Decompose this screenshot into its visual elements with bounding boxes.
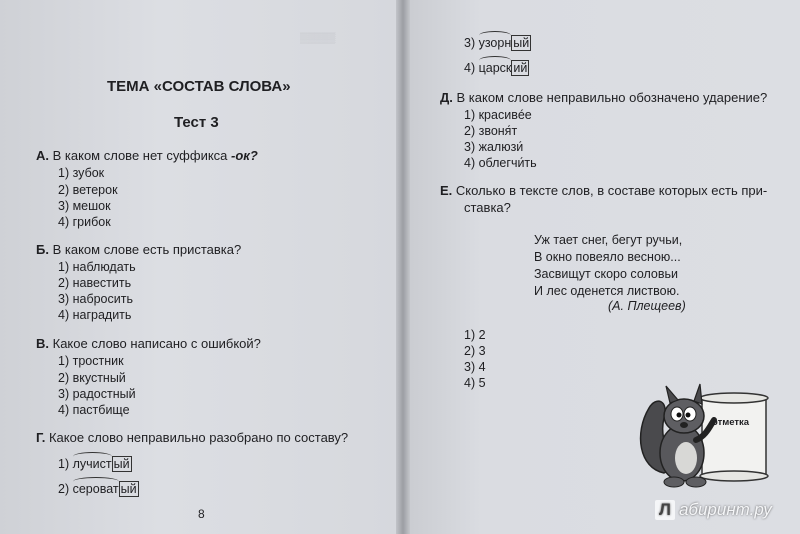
poem-line: В окно повеяло весною... — [534, 250, 681, 264]
root-arc — [479, 31, 512, 40]
poem-author: (А. Плещеев) — [608, 299, 686, 313]
option: 1) наблюдать — [58, 260, 136, 274]
word-stem: царск — [478, 61, 512, 75]
question-text: Какое слово неправильно разобрано по составу? — [48, 430, 349, 445]
question-letter: В. — [36, 336, 49, 351]
morph-option-4 — [464, 60, 529, 76]
word-ending: ий — [513, 61, 528, 75]
question-d — [440, 90, 767, 106]
labirint-logo-icon: Л — [655, 500, 675, 520]
morph-option-2 — [58, 481, 139, 497]
question-letter: Б. — [36, 242, 49, 257]
question-v — [36, 336, 261, 352]
question-letter: Г. — [36, 430, 46, 445]
mark-label: отметка — [712, 417, 750, 428]
word-root — [73, 457, 112, 471]
question-e — [440, 183, 767, 199]
answer-option: 1) 2 — [464, 328, 486, 342]
question-b — [36, 242, 241, 258]
question-letter: А. — [36, 148, 49, 163]
question-text: В каком слове нет суффикса — [52, 148, 232, 163]
option: 1) красивée — [464, 108, 532, 122]
watermark-text: абиринт.ру — [678, 500, 772, 519]
option-number: 4) — [464, 61, 479, 75]
option: 1) зубок — [58, 166, 105, 180]
root-arc — [479, 56, 512, 65]
option: 3) жалюзи́ — [464, 140, 524, 154]
answer-option: 2) 3 — [464, 344, 486, 358]
poem-line: И лес оденется листвою. — [534, 284, 680, 298]
option: 4) пастбище — [58, 403, 130, 417]
word-root — [479, 61, 512, 75]
poem-line: Уж тает снег, бегут ручьи, — [534, 233, 683, 247]
word-ending: ый — [113, 457, 130, 471]
question-letter: Д. — [440, 90, 453, 105]
word-ending: ый — [513, 36, 530, 50]
poem-line: Засвищут скоро соловьи — [534, 267, 679, 281]
question-text: В каком слове неправильно обозначено ударение? — [456, 90, 768, 105]
topic-title: ТЕМА «СОСТАВ СЛОВА» — [107, 78, 291, 95]
option-number: 3) — [464, 36, 479, 50]
bleed-through-text: ▒▒▒▒▒ — [300, 33, 336, 44]
option: 4) наградить — [58, 308, 132, 322]
test-title: Тест 3 — [174, 114, 219, 131]
option: 4) облегчи́ть — [464, 156, 537, 170]
question-g — [36, 430, 348, 446]
watermark — [655, 500, 772, 520]
option: 2) навестить — [58, 276, 132, 290]
option-number: 2) — [58, 482, 73, 496]
scroll-icon — [702, 398, 766, 476]
option-number: 1) — [58, 457, 73, 471]
word-root — [73, 482, 119, 496]
root-arc — [73, 452, 112, 461]
question-a — [36, 148, 258, 164]
word-stem: сероват — [72, 482, 119, 496]
option: 3) мешок — [58, 199, 111, 213]
word-stem: лучист — [72, 457, 112, 471]
option: 2) звоня́т — [464, 124, 518, 138]
option: 2) ветерок — [58, 183, 118, 197]
word-root — [479, 36, 512, 50]
question-suffix: -ок? — [231, 148, 258, 163]
question-text: В каком слове есть приставка? — [52, 242, 242, 257]
option: 1) тростник — [58, 354, 124, 368]
option: 3) радостный — [58, 387, 136, 401]
question-text-cont: ставка? — [464, 200, 511, 215]
morph-option-3 — [464, 35, 531, 51]
question-letter: Е. — [440, 183, 453, 198]
option: 4) грибок — [58, 215, 111, 229]
answer-option: 3) 4 — [464, 360, 486, 374]
root-arc — [73, 477, 119, 486]
morph-option-1 — [58, 456, 132, 472]
word-stem: узорн — [478, 36, 512, 50]
squirrel-illustration — [634, 378, 776, 493]
answer-option: 4) 5 — [464, 376, 486, 390]
option: 2) вкустный — [58, 371, 126, 385]
page-number-left: 8 — [198, 507, 205, 521]
question-text: Какое слово написано с ошибкой? — [52, 336, 261, 351]
word-ending: ый — [120, 482, 137, 496]
option: 3) набросить — [58, 292, 133, 306]
question-text: Сколько в тексте слов, в составе которых есть при- — [455, 183, 768, 198]
book-spine — [396, 0, 410, 534]
